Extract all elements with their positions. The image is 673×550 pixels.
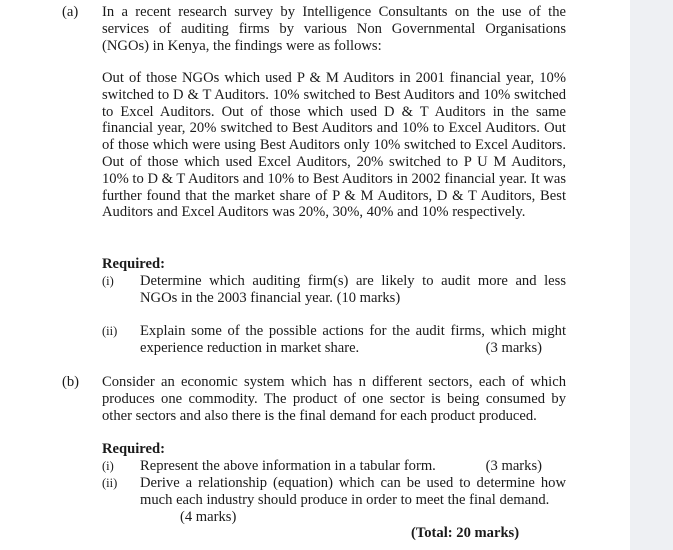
item-text: Derive a relationship (equation) which can be used to determine how much each industry should produce in order to meet the final demand. bbox=[140, 475, 566, 508]
item-text: Represent the above information in a tabular form. bbox=[140, 458, 436, 474]
item-text: Determine which auditing firm(s) are likely to audit more and less NGOs in the 2003 financial year. bbox=[140, 273, 566, 306]
item-marks: (3 marks) bbox=[485, 458, 542, 474]
item-marks: (10 marks) bbox=[336, 289, 401, 306]
part-a-required-title: Required: bbox=[102, 256, 165, 272]
item-number: (i) bbox=[102, 459, 114, 473]
item-marks: (4 marks) bbox=[180, 508, 237, 525]
part-a-findings: Out of those NGOs which used P & M Auditors in 2001 financial year, 10% switched to D & T Auditors. 10% switched to Best Auditors and 10% switched to Excel Auditors. Out of those which used D & T Auditors in the same financial year, 20% switched to Best Auditors and 10% to Excel Auditors. Out of those which were using Best Auditors only 10% switched to Excel Auditors. Out of those which used Excel Auditors, 20% switched to P U M Auditors, 10% to D & T Auditors and 10% to Best Auditors in 2002 financial year. It was further found that the market share of P & M Auditors, D & T Auditors, Best Auditors and Excel Auditors was 20%, 30%, 40% and 10% respectively. bbox=[102, 70, 566, 221]
part-a-item-ii bbox=[102, 323, 566, 357]
item-text: Explain some of the possible actions for the audit firms, which might experience reduction in market share. bbox=[140, 323, 566, 356]
total-marks: (Total: 20 marks) bbox=[411, 525, 520, 541]
part-b-label: (b) bbox=[62, 374, 80, 390]
part-a-label: (a) bbox=[62, 4, 79, 20]
part-a-item-i bbox=[102, 273, 566, 307]
part-b-required-title: Required: bbox=[102, 441, 165, 457]
item-number: (ii) bbox=[102, 324, 118, 338]
part-b-intro: Consider an economic system which has n different sectors, each of which produces one commodity. The product of one sector is being consumed by other sectors and also there is the final demand for each product produced. bbox=[102, 374, 566, 424]
item-marks: (3 marks) bbox=[485, 339, 542, 356]
item-number: (i) bbox=[102, 274, 114, 288]
part-b-item-i bbox=[102, 458, 566, 475]
item-number: (ii) bbox=[102, 476, 118, 490]
part-b-item-ii bbox=[102, 475, 566, 525]
part-a-intro: In a recent research survey by Intelligence Consultants on the use of the services of auditing firms by various Non Governmental Organisations (NGOs) in Kenya, the findings were as follows: bbox=[102, 4, 566, 54]
page-margin-strip bbox=[630, 0, 673, 550]
